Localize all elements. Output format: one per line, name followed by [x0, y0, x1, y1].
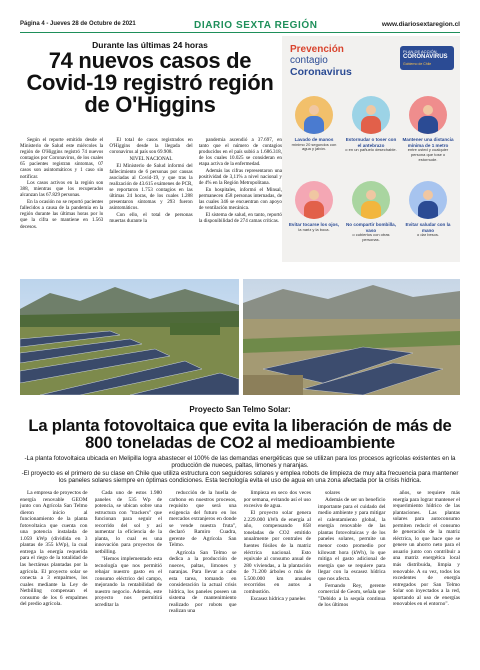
story2-column	[244, 490, 312, 660]
story2-headline: La planta fotovoltaica que evita la liberación de más de 800 toneladas de CO2 al medioambiente	[28, 416, 452, 452]
tip-desc: entre usted y cualquier persona que tose o estornude.	[407, 147, 449, 162]
prevention-tip	[402, 96, 454, 162]
paragraph: Agrícola San Telmo se dedica a la producción de nueces, paltas, limones y naranjas. Para llevar a cabo esta tarea, tomando en consideración la actual crisis hídrica, los paneles poseen un sistema de mantenimiento realizado por robots que realizan una	[169, 549, 237, 615]
prevention-tip	[345, 96, 397, 153]
paragraph: NIVEL NACIONAL	[129, 155, 173, 162]
paragraph: En la ocasión no se reportó pacientes fallecidos a causa de la pandemia en la región durante las últimas horas por lo que la cifra se mantiene en 1.563 decesos.	[20, 199, 104, 230]
story2-column	[169, 490, 237, 660]
tip-desc: mínimo 20 segundos con agua y jabón.	[291, 141, 337, 152]
badge-top: PLAN DE ACCIÓN	[403, 49, 437, 54]
paragraph: El Ministerio de Salud informó del fallecimiento de 6 personas por causas asociadas al Covid-19, y que tras la realización de 43.615 exámenes de PCR, se reportaron 1.753 contagios en las últimas 24 horas, de los cuales 1.288 presentaron síntomas y 293 fueron asintomáticos.	[109, 162, 193, 212]
distance-icon	[409, 96, 447, 134]
paragraph: Además las cifras representaron una positividad de 3,11% a nivel nacional y de 4% en la Región Metropolitana.	[198, 168, 282, 187]
paragraph: reducción de la huella de carbono en nuestros procesos, requisito que será una exigencia del futuro en los mercados extranjeros en donde se vende nuestra fruta", declaró Ramiro Cuadra, gerente de Agrícola San Telmo.	[169, 490, 237, 549]
solar-photo-left	[20, 279, 239, 395]
tip-title: Mantener una distancia mínima de 1 metro	[402, 137, 454, 148]
paragraph: solares	[325, 490, 340, 496]
paragraph: Con ello, el total de personas muertas durante la	[109, 211, 193, 224]
lede-line-1: -La planta fotovoltaica ubicada en Melipilla logra abastecer el 100% de las demandas energéticas que se utilizan para los procesos agrícolas existentes en la producción de nueces, paltas, limones y naranjas.	[24, 455, 456, 470]
badge-main: CORONAVIRUS	[403, 54, 448, 60]
story1-column	[199, 137, 282, 257]
tip-desc: o cubiertos con otras personas.	[352, 232, 390, 242]
prevention-tip	[402, 181, 454, 238]
face-touch-icon	[295, 181, 333, 219]
paragraph: "Hemos implementado esta tecnología que nos permitió rebajar nuestro gasto en el consumo eléctrico del campo, mejorando la rentabilidad de nuestro negocio. Además, este proyecto nos permitirá acreditar la	[94, 556, 162, 608]
paragraph: Según el reporte emitido desde el Ministerio de Salud este miércoles la región de O'Higgins registró 74 nuevos contagios por Coronavirus, de los cuales 65 pacientes registran síntomas, 07 casos son asintomáticos y 1 caso sin notificar.	[20, 137, 104, 180]
infographic-title-1: Prevención	[290, 44, 344, 55]
paragraph: El sistema de salud, en tanto, reportó la disponibilidad de 274 camas críticas.	[198, 211, 282, 224]
story1-column	[20, 137, 103, 257]
prevention-tip	[288, 181, 340, 232]
paragraph: Escasez hídrica y paneles	[250, 595, 306, 602]
story2-kicker: Proyecto San Telmo Solar:	[189, 405, 291, 414]
tip-title: No compartir bombilla, vaso	[345, 222, 397, 233]
story2-column	[318, 490, 386, 660]
paragraph: La empresa de proyectos de energía renovable GEOM junto con Agrícola San Telmo dieron inicio al funcionamiento de la planta fotovoltaica que cuenta con una potencia instalada de 1.059 kWp (dividida en 3 plantas de 355 kWp), la cual entrega la energía requerida para el riego de la totalidad de las hectáreas plantadas por la agrícola. El proyecto solar se conecta a 3 empalmes, los cuales mediante la Ley de Netbilling compensan el consumo de los 6 empalmes del predio agrícola.	[20, 490, 88, 608]
tip-desc: la nariz y la boca.	[298, 226, 330, 232]
tip-desc: o en un pañuelo desechable.	[345, 147, 397, 152]
handwash-icon	[295, 96, 333, 134]
infographic-title-3: Coronavirus	[290, 66, 352, 78]
masthead: DIARIO SEXTA REGIÓN	[194, 20, 318, 31]
lede-line-2: -El proyecto es el primero de su clase en Chile que utiliza estructura con seguidores solares y emplea robots de limpieza de muy alta frecuencia para mantener los paneles solares siempre en óptimas condiciones. Esta tecnología evita el uso de agua en una zona afectada por la crisis hídrica.	[21, 469, 459, 485]
paragraph: Cada uno de estos 1.980 paneles de 535 Wp de potencia, se ubican sobre una estructura con "trackers" que funcionan para seguir el recorrido del sol y así aumentar la eficiencia de la planta, lo cual es una innovación para proyectos de netbilling.	[94, 490, 162, 555]
story2-column	[95, 490, 163, 660]
tip-title: Evitar saludar con la mano	[405, 222, 451, 233]
story1-body	[20, 137, 282, 257]
story1-headline: 74 nuevos casos de Covid-19 registró región de O'Higgins	[26, 48, 274, 117]
badge-bottom: Gobierno de Chile	[403, 62, 432, 66]
story1-kicker: Durante las últimas 24 horas	[92, 40, 208, 50]
paragraph: El total de casos registrados en O'Higgins desde la llegada del coronavirus al país son 69.908.	[109, 137, 193, 156]
prevention-infographic	[282, 36, 460, 262]
story2-column	[393, 490, 461, 660]
website-url: www.diariosextaregion.cl	[381, 21, 460, 28]
tip-desc: o dar besos.	[416, 232, 439, 237]
sneeze-icon	[352, 96, 390, 134]
plan-badge	[400, 46, 454, 70]
story1-column	[109, 137, 192, 257]
paragraph: Además de ser un beneficio importante para el cuidado del medio ambiente y para mitigar el calentamiento global, la energía renovable de las plantas fotovoltaicas y de los paneles solares, permite un menor costo promedio por kilowatt hora (kWh), lo que mitiga el gasto adicional de energía que se requiere para llegar con la escasez hídrica que nos afecta.	[318, 497, 386, 582]
paragraph: limpieza en seco dos veces por semana, evitando así el uso excesivo de agua.	[243, 490, 311, 510]
prevention-tip	[288, 96, 340, 152]
story2-body	[20, 490, 460, 660]
no-greeting-icon	[409, 181, 447, 219]
paragraph: En hospitales, informó el Minsal, permanecen 458 personas internadas, de las cuales 346 se encuentran con apoyo de ventilación mecánica.	[198, 186, 282, 212]
paragraph: años, se requiere más energía para lograr mantener el requerimiento hídrico de las plantaciones. Las plantas solares para autoconsumo permiten reducir el consumo de generación de la matriz eléctrica, lo que hace que se genere un ahorro neto para el usuario junto con contribuir a una matriz energética local más distribuida, limpia y renovable. A su vez, todos los excedentes de energía entregados por San Telmo Solar son inyectados a la red, aportando al uso de energías renovables en el entorno".	[392, 490, 460, 608]
no-sharing-icon	[352, 181, 390, 219]
story2-column	[20, 490, 88, 660]
tip-title: Evitar tocarse los ojos,	[288, 222, 340, 227]
infographic-title-2: contagio	[290, 55, 328, 66]
paragraph: El proyecto solar genera 2.229.000 kWh de energía al año, compensando 858 toneladas de CO2 emitido anualmente por centrales de fuentes fósiles de la matriz eléctrica nacional. Esto equivale al consumo anual de 280 viviendas, a la plantación de 71.200 árboles o más de 5.500.000 km anuales recorridos en autos a combustión.	[243, 510, 311, 595]
paragraph: pandemia ascendió a 37.697, en tanto que el número de contagios producidos en el país subió a 1.686.318, de los cuales 10.025 se consideran en etapa activa de la enfermedad.	[198, 137, 282, 168]
prevention-tip	[345, 181, 397, 243]
page-number: Página 4 - Jueves 28 de Octubre de 2021	[20, 21, 136, 27]
tip-title: Estornudar o toser con el antebrazo	[345, 137, 397, 148]
story2-lede	[20, 455, 460, 485]
paragraph: Fernando Rey, gerente comercial de Geom, señala que "Debido a la sequía continua de los últimos	[318, 582, 386, 609]
tip-title: Lavado de manos	[294, 137, 334, 142]
paragraph: Los casos activos en la región son 388, mientras que los recuperados alcanzan las 67.829 personas.	[20, 180, 104, 199]
page-header	[20, 20, 460, 33]
solar-photo-right	[243, 279, 460, 395]
